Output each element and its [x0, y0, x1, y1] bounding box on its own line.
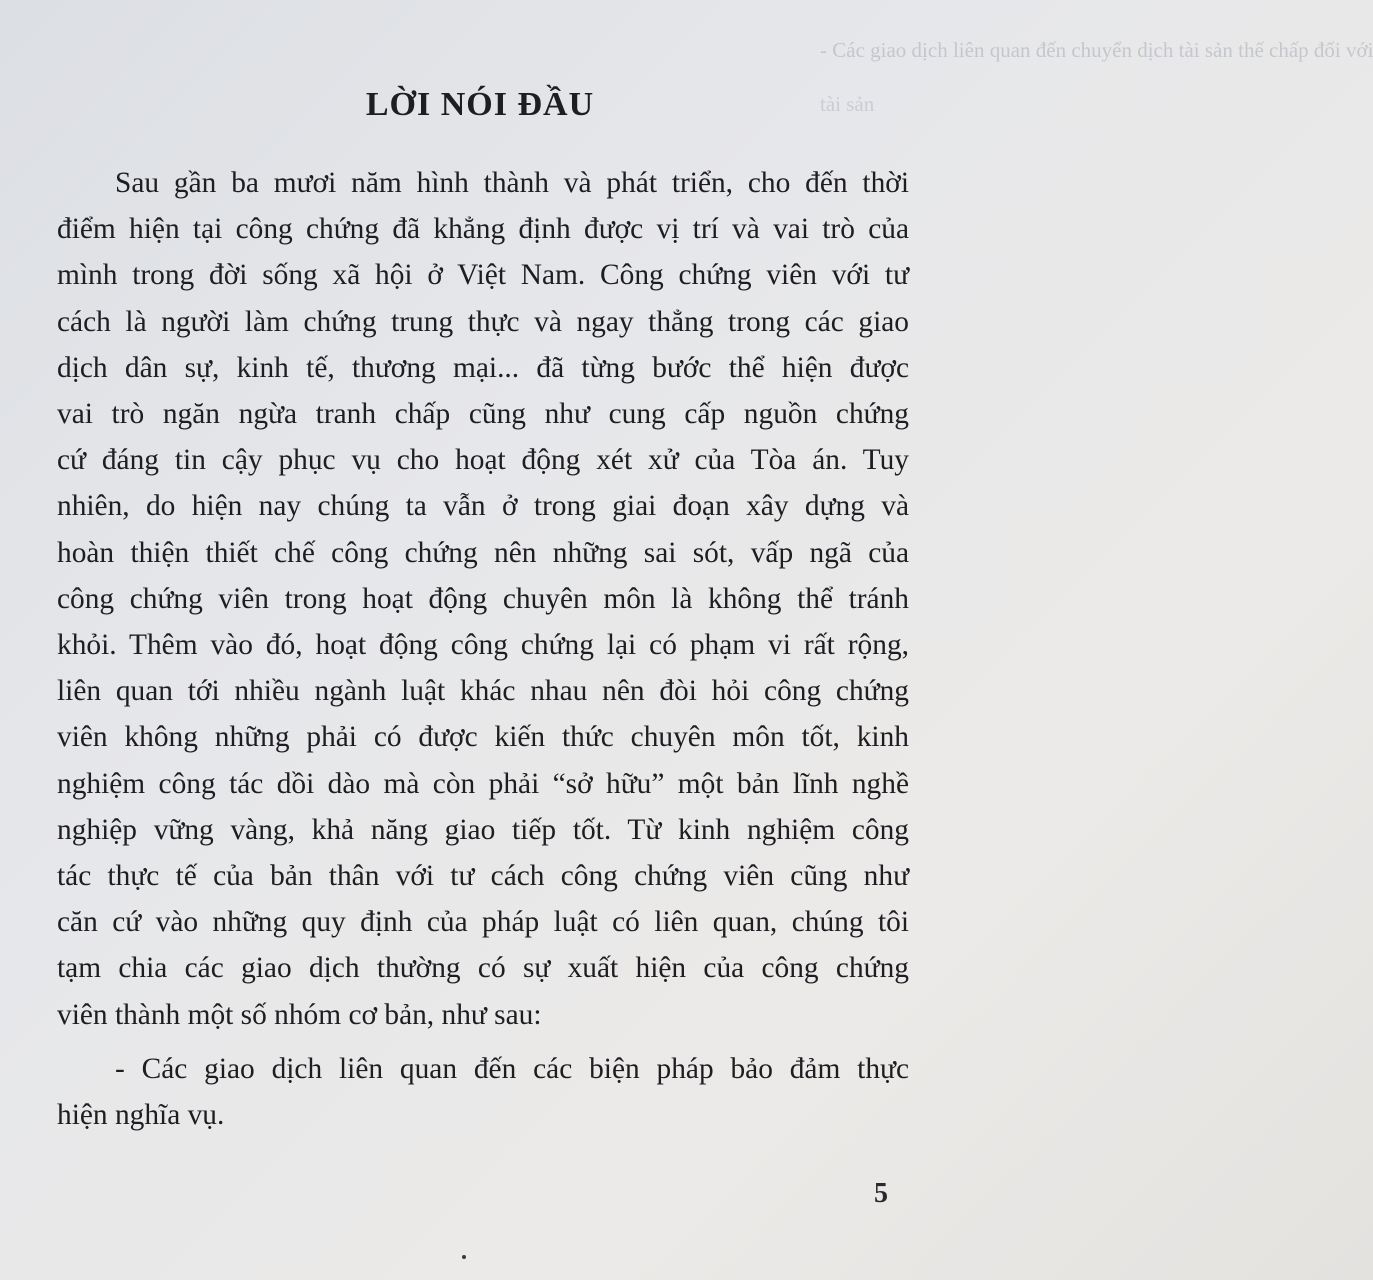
paragraph-line: dịch dân sự, kinh tế, thương mại... đã từng bước thể hiện được: [57, 351, 909, 384]
paragraph-line: vai trò ngăn ngừa tranh chấp cũng như cung cấp nguồn chứng: [57, 398, 909, 431]
bleed-through-text: - Các giao dịch liên quan đến chuyển dịch tài sản thế chấp đối với: [820, 38, 1373, 62]
paragraph-line: căn cứ vào những quy định của pháp luật có liên quan, chúng tôi: [57, 906, 909, 939]
paragraph-line: điểm hiện tại công chứng đã khẳng định được vị trí và vai trò của: [57, 213, 909, 246]
paragraph-line: cách là người làm chứng trung thực và ngay thẳng trong các giao: [57, 305, 909, 338]
paragraph-line: hoàn thiện thiết chế công chứng nên những sai sót, vấp ngã của: [57, 536, 909, 569]
bullet-item: [57, 1046, 909, 1138]
paragraph-line: mình trong đời sống xã hội ở Việt Nam. Công chứng viên với tư: [57, 259, 909, 292]
paragraph-line: tạm chia các giao dịch thường có sự xuất hiện của công chứng: [57, 952, 909, 985]
paragraph-line: nghiệm công tác dồi dào mà còn phải “sở hữu” một bản lĩnh nghề: [57, 767, 909, 800]
paragraph-line: tác thực tế của bản thân với tư cách công chứng viên cũng như: [57, 860, 909, 893]
bleed-through-text-2: tài sản: [820, 92, 875, 116]
print-speck: [462, 1255, 466, 1259]
main-paragraph: [57, 160, 909, 1038]
bullet-line: - Các giao dịch liên quan đến các biện pháp bảo đảm thực: [115, 1053, 909, 1085]
paragraph-line: nghiệp vững vàng, khả năng giao tiếp tốt. Từ kinh nghiệm công: [57, 813, 909, 846]
paragraph-line: khỏi. Thêm vào đó, hoạt động công chứng lại có phạm vi rất rộng,: [57, 629, 909, 662]
paragraph-line: công chứng viên trong hoạt động chuyên môn là không thể tránh: [57, 582, 909, 615]
paragraph-line: nhiên, do hiện nay chúng ta vẫn ở trong giai đoạn xây dựng và: [57, 490, 909, 523]
paragraph-line: viên thành một số nhóm cơ bản, như sau:: [57, 998, 542, 1031]
page-number: 5: [874, 1178, 888, 1209]
paragraph-line: cứ đáng tin cậy phục vụ cho hoạt động xét xử của Tòa án. Tuy: [57, 444, 909, 477]
paragraph-line: viên không những phải có được kiến thức chuyên môn tốt, kinh: [57, 721, 909, 754]
paragraph-line: Sau gần ba mươi năm hình thành và phát triển, cho đến thời: [115, 167, 909, 199]
paragraph-line: liên quan tới nhiều ngành luật khác nhau nên đòi hỏi công chứng: [57, 675, 909, 708]
page-title: LỜI NÓI ĐẦU: [365, 86, 595, 123]
bullet-line: hiện nghĩa vụ.: [57, 1099, 225, 1132]
